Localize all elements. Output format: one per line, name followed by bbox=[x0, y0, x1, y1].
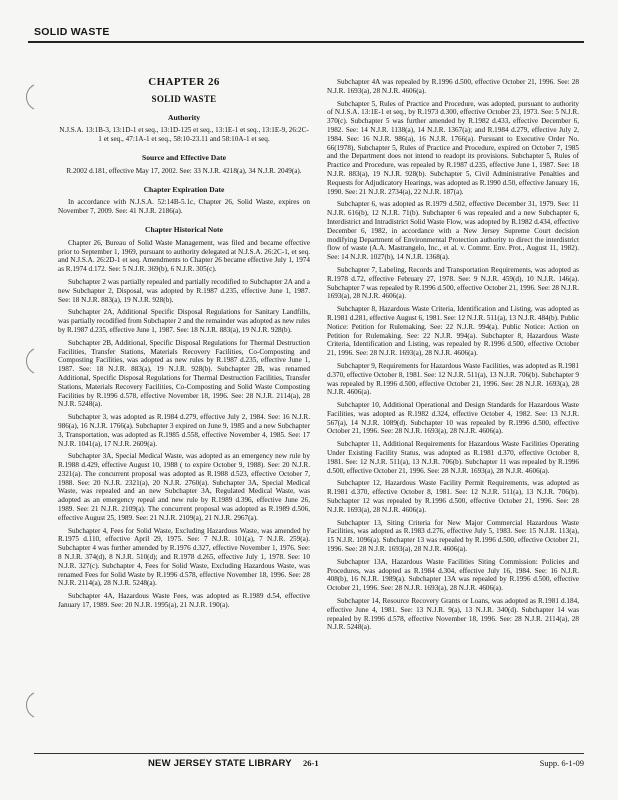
history-paragraph: Subchapter 4, Fees for Solid Waste, Excluding Hazardous Waste, was amended by R.1975 d.110, effective April 29, 1975. See: 7 N.J.R. 101(a), 7 N.J.R. 259(a). Subchapter 4 was further amended by R.1976 d.327, effective November 1, 1976. See: 8 N.J.R. 374(d), 8 N.J.R. 510(d); and R.1978 d.265, effective July 1, 1978. See: 10 N.J.R. 327(c). Subchapter 4, Fees for Solid Waste, Excluding Hazardous Waste, was renamed Fees for Solid Waste by R.1996 d.578, effective November 18, 1996. See: 28 N.J.R. 2114(a), 28 N.J.R. 5248(a). bbox=[58, 526, 310, 588]
footer-rule bbox=[34, 753, 584, 754]
binding-hole-mark bbox=[22, 84, 34, 110]
history-paragraph: Chapter 26, Bureau of Solid Waste Management, was filed and became effective prior to September 1, 1969, pursuant to authority delegated at N.J.S.A. 26:2C-1, et seq. and N.J.S.A. 26:2D-1 et seq. Amendments to Chapter 26 became effective July 1, 1974 as R.1974 d.172. See: 5 N.J.R. 369(b), 6 N.J.R. 305(c). bbox=[58, 238, 310, 274]
history-paragraph: Subchapter 4A was repealed by R.1996 d.500, effective October 21, 1996. See: 28 N.J.R. 1693(a), 28 N.J.R. 4606(a). bbox=[327, 78, 579, 95]
library-stamp: NEW JERSEY STATE LIBRARY bbox=[148, 758, 292, 769]
running-head: SOLID WASTE bbox=[34, 26, 110, 38]
history-paragraph: Subchapter 4A, Hazardous Waste Fees, was adopted as R.1989 d.54, effective January 17, 1989. See: 20 N.J.R. 1995(a), 21 N.J.R. 190(a). bbox=[58, 592, 310, 610]
right-column bbox=[327, 78, 579, 636]
page-number: 26-1 bbox=[303, 758, 319, 768]
history-paragraph: Subchapter 10, Additional Operational and Design Standards for Hazardous Waste Facilities, was adopted as R.1982 d.324, effective October 4, 1982. See: 13 N.J.R. 567(a), 14 N.J.R. 1089(d). Subchapter 10 was repealed by R.1996 d.500, effective October 21, 1996. See: 28 N.J.R. 1693(a), 28 N.J.R. 4606(a). bbox=[327, 401, 579, 436]
history-paragraph: Subchapter 8, Hazardous Waste Criteria, Identification and Listing, was adopted as R.1981 d.281, effective August 6, 1981. See: 12 N.J.R. 511(a), 13 N.J.R. 484(b). Public Notice: Petition for Rulemaking. See: 22 N.J.R. 994(a). Public Notice: Action on Petition for Rulemaking. See: 22 N.J.R. 994(a). Subchapter 8, Hazardous Waste Criteria, Identification and Listing, was repealed by R.1996 d.500, effective October 21, 1996. See: 28 N.J.R. 1693(a), 28 N.J.R. 4606(a). bbox=[327, 305, 579, 358]
history-paragraph: Subchapter 2A, Additional Specific Disposal Regulations for Sanitary Landfills, was partially recodified from Subchapter 2 and the remainder was adopted as new rules by R.1987 d.235, effective June 1, 1987. See: 18 N.J.R. 883(a), 19 N.J.R. 928(b). bbox=[58, 308, 310, 334]
binding-hole-mark bbox=[22, 348, 34, 374]
history-paragraph: Subchapter 12, Hazardous Waste Facility Permit Requirements, was adopted as R.1981 d.370, effective October 8, 1981. See: 12 N.J.R. 511(a), 13 N.J.R. 706(b). Subchapter 12 was repealed by R.1996 d.500, effective October 21, 1996. See: 28 N.J.R. 1693(a), 28 N.J.R. 4606(a). bbox=[327, 479, 579, 514]
history-paragraph: Subchapter 14, Resource Recovery Grants or Loans, was adopted as R.1981 d.184, effective June 4, 1981. See: 13 N.J.R. 9(a), 13 N.J.R. 340(d). Subchapter 14 was repealed by R.1996 d.578, effective November 18, 1996. See: 28 N.J.R. 2114(a), 28 N.J.R. 5248(a). bbox=[327, 597, 579, 632]
history-paragraph: Subchapter 3, was adopted as R.1984 d.279, effective July 2, 1984. See: 16 N.J.R. 986(a), 16 N.J.R. 1766(a). Subchapter 3 expired on June 9, 1985 and a new Subchapter 3, Transportation, was adopted as R.1985 d.558, effective November 4, 1985. See: 17 N.J.R. 1041(a), 17 N.J.R. 2609(a). bbox=[58, 413, 310, 448]
history-paragraph: Subchapter 2B, Additional, Specific Disposal Regulations for Thermal Destruction Facilities, Transfer Stations, Materials Recovery Facilities, Co-Composting and Composting Facilities, was adopted as new rules by R.1987 d.235, effective June 1, 1987. See: 18 N.J.R. 883(a), 19 N.J.R. 928(b). Subchapter 2B, was renamed Additional, Specific Disposal Regulations for Thermal Destruction Facilities, Transfer Stations, Materials Recovery Facilities, Co-Composting and Solid Waste Composting Facilities by R.1996 d.578, effective November 18, 1996. See: 28 N.J.R. 2114(a), 28 N.J.R. 5248(a). bbox=[58, 338, 310, 409]
source-heading: Source and Effective Date bbox=[141, 152, 226, 162]
history-paragraph: Subchapter 9, Requirements for Hazardous Waste Facilities, was adopted as R.1981 d.370, effective October 8, 1981. See: 12 N.J.R. 511(a), 13 N.J.R. 706(b). Subchapter 9 was repealed by R.1996 d.500, effective October 21, 1996. See: 28 N.J.R. 1693(a), 28 N.J.R. 4606(a). bbox=[327, 361, 579, 397]
expiration-text: In accordance with N.J.S.A. 52:14B-5.1c, Chapter 26, Solid Waste, expires on November 7, 2009. See: 41 N.J.R. 2186(a). bbox=[58, 198, 310, 216]
history-paragraph: Subchapter 6, was adopted as R.1979 d.502, effective December 31, 1979. See: 11 N.J.R. 616(b), 12 N.J.R. 71(b). Subchapter 6 was repealed and a new Subchapter 6, Interdistrict and Intradistrict Solid Waste Flow, was adopted by R.1982 d.434, effective December 6, 1982, in accordance with a New Jersey Supreme Court decision modifying Department of Environmental Protection authority to direct the interdistrict flow of waste (A.A. Mastrangelo, Inc., et al. v. Commr. Env. Prot., August 11, 1982). See: 14 N.J.R. 1027(b), 14 N.J.R. 1368(a). bbox=[327, 200, 579, 262]
chapter-number: CHAPTER 26 bbox=[148, 76, 220, 88]
history-heading: Chapter Historical Note bbox=[145, 224, 223, 234]
header-rule bbox=[28, 41, 584, 43]
history-paragraph: Subchapter 5, Rules of Practice and Procedure, was adopted, pursuant to authority of N.J.S.A. 13:1E-1 et seq., by R.1973 d.300, effective October 23, 1973. See: 5 N.J.R. 370(c). Subchapter 5 was further amended by R.1982 d.433, effective December 6, 1982. See: 14 N.J.R. 1138(a), 14 N.J.R. 1367(a); and R.1984 d.279, effective July 2, 1984. See: 16 N.J.R. 986(a), 16 N.J.R. 1766(a). Pursuant to Executive Order No. 66(1978), Subchapter 5, Rules of Practice and Procedure, expired on October 7, 1985 and the Department does not intend to readopt its provisions. Subchapter 5, Rules of Practice and Procedure, was repealed by R.1987 d.235, effective June 1, 1987. See: 18 N.J.R. 883(a), 19 N.J.R. 928(b). Subchapter 5, Civil Administrative Penalties and Requests for Adjudicatory Hearings, was adopted as R.1990 d.50, effective January 16, 1990. See: 21 N.J.R. 2734(a), 22 N.J.R. 187(a). bbox=[327, 99, 579, 196]
history-paragraph: Subchapter 11, Additional Requirements for Hazardous Waste Facilities Operating Under Existing Facility Status, was adopted as R.1981 d.370, effective October 8, 1981. See: 12 N.J.R. 511(a), 13 N.J.R. 706(b). Subchapter 11 was repealed by R.1996 d.500, effective October 21, 1996. See: 28 N.J.R. 1693(a), 28 N.J.R. 4606(a). bbox=[327, 440, 579, 475]
history-paragraph: Subchapter 13, Siting Criteria for New Major Commercial Hazardous Waste Facilities, was adopted as R.1983 d.276, effective July 5, 1983. See: 15 N.J.R. 113(a), 15 N.J.R. 1096(a). Subchapter 13 was repealed by R.1996 d.500, effective October 21, 1996. See: 28 N.J.R. 1693(a), 28 N.J.R. 4606(a). bbox=[327, 518, 579, 554]
history-paragraph: Subchapter 2 was partially repealed and partially recodified to Subchapter 2A and a new Subchapter 2, Disposal, was adopted by R.1987 d.235, effective June 1, 1987. See: 18 N.J.R. 883(a), 19 N.J.R. 928(b). bbox=[58, 277, 310, 304]
left-column bbox=[58, 78, 310, 614]
source-text: R.2002 d.181, effective May 17, 2002. See: 33 N.J.R. 4218(a), 34 N.J.R. 2049(a). bbox=[66, 166, 302, 175]
history-paragraph: Subchapter 7, Labeling, Records and Transportation Requirements, was adopted as R.1978 d.72, effective February 27, 1978. See: 9 N.J.R. 459(d), 10 N.J.R. 146(a). Subchapter 7 was repealed by R.1996 d.500, effective October 21, 1996. See: 28 N.J.R. 1693(a), 28 N.J.R. 4606(a). bbox=[327, 265, 579, 301]
chapter-title: SOLID WASTE bbox=[151, 93, 217, 104]
authority-text: N.J.S.A. 13:1B-3, 13:1D-1 et seq., 13:1D-125 et seq., 13:1E-1 et seq., 13:1E-9, 26:2C-1 et seq., 47:1A-1 et seq., 58:10-23.11 and 58:10A-1 et seq. bbox=[59, 126, 309, 144]
supplement-date: Supp. 6-1-09 bbox=[539, 758, 584, 768]
history-paragraph: Subchapter 3A, Special Medical Waste, was adopted as an emergency new rule by R.1988 d.429, effective August 10, 1988 ( to expire October 9, 1988). See: 20 N.J.R. 2321(a). The concurrent proposal was adopted as R.1988 d.523, effective October 7, 1988. See: 20 N.J.R. 2321(a), 20 N.J.R. 2760(a). Subchapter 3A, Special Medical Waste, was repealed and an new Subchapter 3A, Regulated Medical Waste, was adopted as an emergency repeal and new rule by R.1989 d.396, effective June 26, 1989. See: 21 N.J.R. 2109(a). The concurrent proposal was adopted as R.1989 d.506, effective August 25, 1989. See: 21 N.J.R. 2109(a), 21 N.J.R. 2967(a). bbox=[58, 452, 310, 522]
authority-heading: Authority bbox=[167, 112, 201, 122]
expiration-heading: Chapter Expiration Date bbox=[143, 184, 225, 194]
binding-hole-mark bbox=[22, 692, 34, 718]
history-paragraph: Subchapter 13A, Hazardous Waste Facilities Siting Commission: Policies and Procedures, was adopted as R.1984 d.304, effective July 16, 1984. See: 16 N.J.R. 408(b), 16 N.J.R. 1989(a). Subchapter 13A was repealed by R.1996 d.500, effective October 21, 1996. See: 28 N.J.R. 1693(a), 28 N.J.R. 4606(a). bbox=[327, 557, 579, 593]
